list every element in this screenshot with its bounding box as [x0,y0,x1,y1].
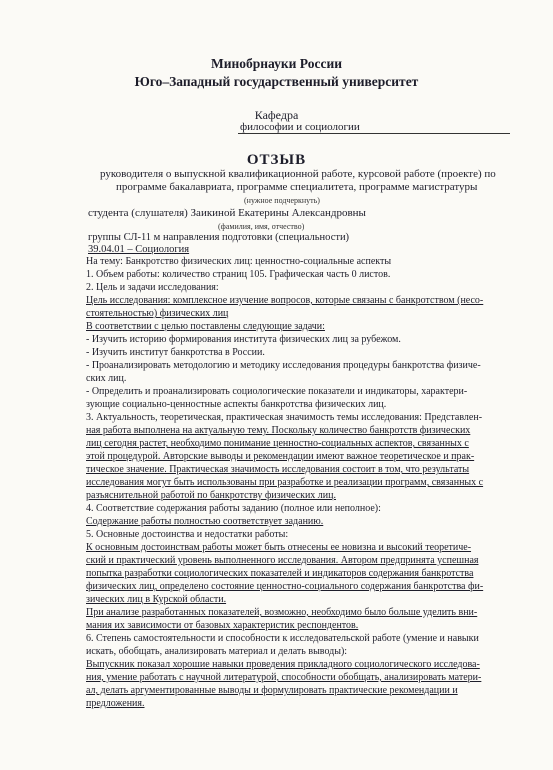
body-line: ния, умение работать с научной литературой, способности обобщать, анализировать матери- [86,672,482,683]
body-line: тическое значение. Практическая значимость исследования состоит в том, что результаты [86,464,470,475]
group-line: группы СЛ-11 м направления подготовки (специальности) [88,232,350,243]
body-line: зующие социально-ценностные аспекты банкротства физических лиц. [86,399,387,410]
body-line: Цель исследования: комплексное изучение вопросов, которые связаны с банкротством (несо- [86,295,484,306]
body-line: 4. Соответствие содержания работы заданию (полное или неполное): [86,503,381,514]
body-line: ал, делать аргументированные выводы и формулировать практические рекомендации и [86,685,458,696]
body-line: - Изучить историю формирования института физических лиц за рубежом. [86,334,401,345]
document-title: ОТЗЫВ [246,152,307,168]
ministry-name: Минобрнауки России [210,56,343,71]
body-line: попытка разработки социологических показателей и индикаторов содержания банкротства [86,568,474,579]
body-line: При анализе разработанных показателей, возможно, необходимо было больше уделить вни- [86,607,478,618]
body-line: ский и практический уровень выполненного исследования. Автором предпринята успешная [86,555,479,566]
body-line: - Определить и проанализировать социологические показатели и индикаторы, характери- [86,386,468,397]
body-line: Выпускник показал хорошие навыки проведения прикладного социологического исследова- [86,659,480,670]
student-hint: (фамилия, имя, отчество) [218,222,305,231]
body-line: - Изучить институт банкротства в России. [86,347,265,358]
body-line: 1. Объем работы: количество страниц 105. Графическая часть 0 листов. [86,269,391,280]
subtitle-hint: (нужное подчеркнуть) [244,196,320,205]
body-line: предложения. [86,698,145,709]
subtitle-line-2: программе бакалавриата, программе специалитета, программе магистратуры [116,181,478,193]
university-name: Юго–Западный государственный университет [134,74,419,89]
body-line: мания их зависимости от базовых характеристик респондентов. [86,620,359,631]
body-line: В соответствии с целью поставлены следующие задачи: [86,321,325,332]
body-line: разъяснительной работой по банкротству физических лиц. [86,490,337,501]
body-line: зических лиц в Курской области. [86,594,227,605]
body-line: исследования могут быть использованы при разработке и реализации программ, связанных с [86,477,484,488]
body-line: этой процедурой. Авторские выводы и рекомендации имеют важное теоретическое и прак- [86,451,475,462]
body-line: Содержание работы полностью соответствует заданию. [86,516,324,527]
topic-line: На тему: Банкротство физических лиц: ценностно-социальные аспекты [86,256,392,267]
body-line: - Проанализировать методологию и методику исследования процедуры банкротства физиче- [86,360,481,371]
specialty-line: 39.04.01 – Социология [88,244,190,255]
body-line: физических лиц, определено состояние ценностно-социального содержания банкротства фи- [86,581,484,592]
body-line: искать, обобщать, анализировать материал и делать выводы): [86,646,348,657]
body-line: 6. Степень самостоятельности и способности к исследовательской работе (умение и навыки [86,633,479,644]
body-line: ная работа выполнена на актуальную тему. Поскольку количество банкротств физических [86,425,471,436]
body-line: ских лиц. [86,373,127,384]
body-line: 2. Цель и задачи исследования: [86,282,219,293]
body-line: 3. Актуальность, теоретическая, практическая значимость темы исследования: Представлен- [86,412,483,423]
body-line: стоятельностью) физических лиц [86,308,229,319]
kafedra-label: Кафедра [254,108,299,122]
subtitle-line-1: руководителя о выпускной квалификационной работе, курсовой работе (проекте) по [100,168,496,180]
body-line: 5. Основные достоинства и недостатки работы: [86,529,289,540]
body-line: лиц сегодня растет, необходимо понимание ценностно-социальных аспектов, связанных с [86,438,469,449]
kafedra-name: философии и социологии [238,121,510,134]
student-line: студента (слушателя) Заикиной Екатерины Александровны [88,207,366,219]
body-line: К основным достоинствам работы может быть отнесены ее новизна и высокий теоретиче- [86,542,472,553]
